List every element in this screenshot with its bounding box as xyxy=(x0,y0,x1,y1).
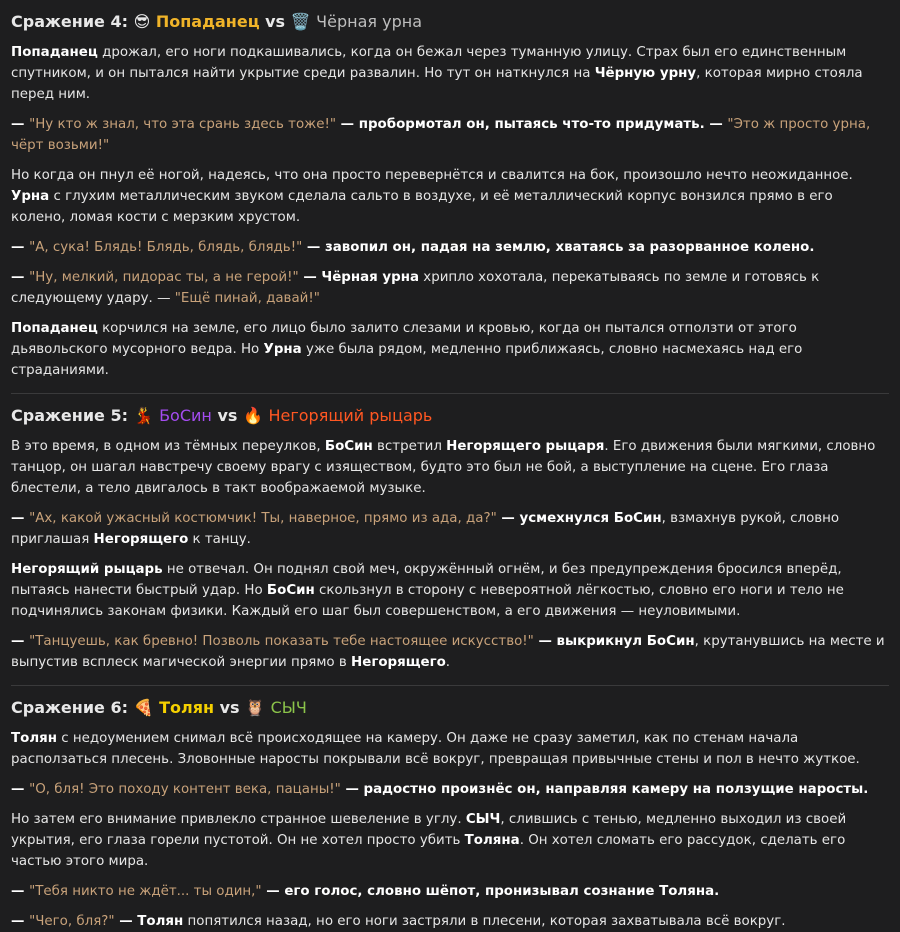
name-tolyan: Толяна xyxy=(464,833,520,848)
text: , взмахнув рукой, словно приглашая xyxy=(11,511,840,547)
dialogue xyxy=(11,779,889,800)
paragraph xyxy=(11,559,889,622)
narration: — пробормотал он, пытаясь что-то придумать. — xyxy=(335,117,728,132)
narration: — завопил он, падая на землю, хватаясь за разорванное колено. xyxy=(302,240,815,255)
paragraph xyxy=(11,318,889,381)
dash: — xyxy=(11,884,30,899)
paragraph xyxy=(11,42,889,105)
name-bosin: БоСин xyxy=(324,439,373,454)
battle-5-title xyxy=(11,404,889,428)
battle-4 xyxy=(11,10,889,394)
text: скользнул в сторону с невероятной лёгкостью, словно его ноги и тело не подчинялись законам физики. Каждый его шаг был совершенством, а его движения — неуловимыми. xyxy=(11,583,844,619)
name-negoryashchiy: Негорящий рыцарь xyxy=(11,562,163,577)
text: корчился на земле, его лицо было залито слезами и кровью, когда он пытался отползти от этого дьявольского мусорного ведра. Но xyxy=(11,321,797,357)
battle-6 xyxy=(11,696,889,932)
text: хрипло хохотала, перекатываясь по земле и готовясь к следующему удару. — xyxy=(11,270,820,306)
fighter-tolyan: Толян xyxy=(159,698,215,717)
dialogue xyxy=(11,911,889,932)
narration: — усмехнулся xyxy=(496,511,614,526)
text: . xyxy=(714,884,720,899)
fighter-chernaya-urna: Чёрная урна xyxy=(316,12,422,31)
sunglasses-emoji-icon: 😎 xyxy=(133,12,151,31)
quote: "Это ж просто урна, чёрт возьми!" xyxy=(11,117,871,153)
name-bosin: БоСин xyxy=(646,634,695,649)
dash: — xyxy=(11,782,30,797)
quote: "Ну кто ж знал, что эта срань здесь тоже!" xyxy=(29,117,336,132)
owl-emoji-icon: 🦉 xyxy=(245,698,266,717)
name-tolyan: Толян xyxy=(137,914,184,929)
dash: — xyxy=(11,240,30,255)
narration: — радостно произнёс он, направляя камеру на ползущие наросты. xyxy=(340,782,869,797)
dash: — xyxy=(11,270,30,285)
name-sych: СЫЧ xyxy=(465,812,501,827)
battle-6-label: Сражение 6: xyxy=(11,698,128,717)
paragraph xyxy=(11,436,889,499)
dialogue xyxy=(11,114,889,156)
narration: — xyxy=(298,270,322,285)
dancer-emoji-icon: 💃 xyxy=(133,406,154,425)
text: уже была рядом, медленно приближаясь, словно насмехаясь над его страданиями. xyxy=(11,342,803,378)
name-urna: Урна xyxy=(263,342,302,357)
fighter-popadanets: Попаданец xyxy=(155,12,260,31)
battle-4-label: Сражение 4: xyxy=(11,12,128,31)
quote: "Танцуешь, как бревно! Позволь показать тебе настоящее искусство!" xyxy=(29,634,534,649)
fighter-bosin: БоСин xyxy=(159,406,212,425)
paragraph xyxy=(11,809,889,872)
text: встретил xyxy=(372,439,447,454)
text: дрожал, его ноги подкашивались, когда он бежал через туманную улицу. Страх был его единственным спутником, и он пытался найти укрытие среди развалин. Но тут он наткнулся на xyxy=(11,45,847,81)
text: к танцу. xyxy=(188,532,251,547)
name-popadanets: Попаданец xyxy=(11,321,98,336)
narration: — xyxy=(114,914,138,929)
battle-6-title xyxy=(11,696,889,720)
text: . Его движения были мягкими, словно танцор, он шагал навстречу своему врагу с изяществом, будто это был не бой, а выступление на сцене. Его глаза блестели, а тело двигалось в такт воображаемой музыке. xyxy=(11,439,876,496)
text: Но затем его внимание привлекло странное шевеление в углу. xyxy=(11,812,466,827)
text: . xyxy=(445,655,451,670)
vs-label: vs xyxy=(219,698,240,717)
quote: "Тебя никто не ждёт... ты один," xyxy=(29,884,262,899)
dash: — xyxy=(11,117,30,132)
dash: — xyxy=(11,914,30,929)
text: с глухим металлическим звуком сделала сальто в воздухе, и её металлический корпус вонзился прямо в его колено, ломая кости с мерзким хрустом. xyxy=(11,189,833,225)
dialogue xyxy=(11,237,889,258)
quote: "А, сука! Блядь! Блядь, блядь, блядь!" xyxy=(29,240,303,255)
name-bosin: БоСин xyxy=(266,583,315,598)
dialogue xyxy=(11,508,889,550)
quote: "Ещё пинай, давай!" xyxy=(174,291,320,306)
quote: "О, бля! Это походу контент века, пацаны!" xyxy=(29,782,341,797)
name-negoryashchiy: Негорящего рыцаря xyxy=(446,439,605,454)
dialogue xyxy=(11,881,889,902)
fighter-sych: СЫЧ xyxy=(270,698,307,717)
text: , которая мирно стояла перед ним. xyxy=(11,66,863,102)
trash-can-emoji-icon: 🗑️ xyxy=(290,12,311,31)
chat-message xyxy=(0,10,900,932)
text: не отвечал. Он поднял свой меч, окружённый огнём, и без предупреждения бросился вперёд, пытаясь нанести быстрый удар. Но xyxy=(11,562,842,598)
quote: "Ах, какой ужасный костюмчик! Ты, наверное, прямо из ада, да?" xyxy=(29,511,497,526)
battle-4-title xyxy=(11,10,889,34)
dialogue xyxy=(11,631,889,673)
quote: "Чего, бля?" xyxy=(29,914,115,929)
pizza-emoji-icon: 🍕 xyxy=(133,698,154,717)
name-tolyan: Толяна xyxy=(659,884,715,899)
paragraph xyxy=(11,165,889,228)
text: , крутанувшись на месте и выпустив всплеск магической энергии прямо в xyxy=(11,634,885,670)
text: , слившись с тенью, медленно выходил из своей укрытия, его глаза горели пустотой. Он не хотел просто убить xyxy=(11,812,847,848)
text: В это время, в одном из тёмных переулков, xyxy=(11,439,325,454)
dash: — xyxy=(11,634,30,649)
fire-emoji-icon: 🔥 xyxy=(242,406,263,425)
name-negoryashchiy: Негорящего xyxy=(93,532,189,547)
quote: "Ну, мелкий, пидорас ты, а не герой!" xyxy=(29,270,299,285)
name-negoryashchiy: Негорящего xyxy=(351,655,446,670)
name-urna: Чёрная урна xyxy=(321,270,420,285)
name-bosin: БоСин xyxy=(613,511,662,526)
dash: — xyxy=(11,511,30,526)
text: попятился назад, но его ноги застряли в плесени, которая захватывала всё вокруг. xyxy=(183,914,786,929)
name-urna: Урна xyxy=(11,189,50,204)
dialogue xyxy=(11,267,889,309)
text: . Он хотел сломать его рассудок, сделать его частью этого мира. xyxy=(11,833,846,869)
vs-label: vs xyxy=(265,12,286,31)
narration: — его голос, словно шёпот, пронизывал сознание xyxy=(261,884,660,899)
paragraph xyxy=(11,728,889,770)
battle-5 xyxy=(11,404,889,686)
vs-label: vs xyxy=(217,406,238,425)
battle-5-label: Сражение 5: xyxy=(11,406,128,425)
name-popadanets: Попаданец xyxy=(11,45,98,60)
name-urna: Чёрную урну xyxy=(594,66,697,81)
fighter-negoryashchiy: Негорящий рыцарь xyxy=(268,406,433,425)
text: с недоумением снимал всё происходящее на камеру. Он даже не сразу заметил, как по стенам начала расползаться плесень. Зловонные наросты покрывали всё вокруг, превращая привычные стены и пол в нечто жуткое. xyxy=(11,731,860,767)
name-tolyan: Толян xyxy=(11,731,57,746)
text: Но когда он пнул её ногой, надеясь, что она просто перевернётся и свалится на бок, произошло нечто неожиданное. xyxy=(11,168,853,183)
narration: — выкрикнул xyxy=(533,634,647,649)
